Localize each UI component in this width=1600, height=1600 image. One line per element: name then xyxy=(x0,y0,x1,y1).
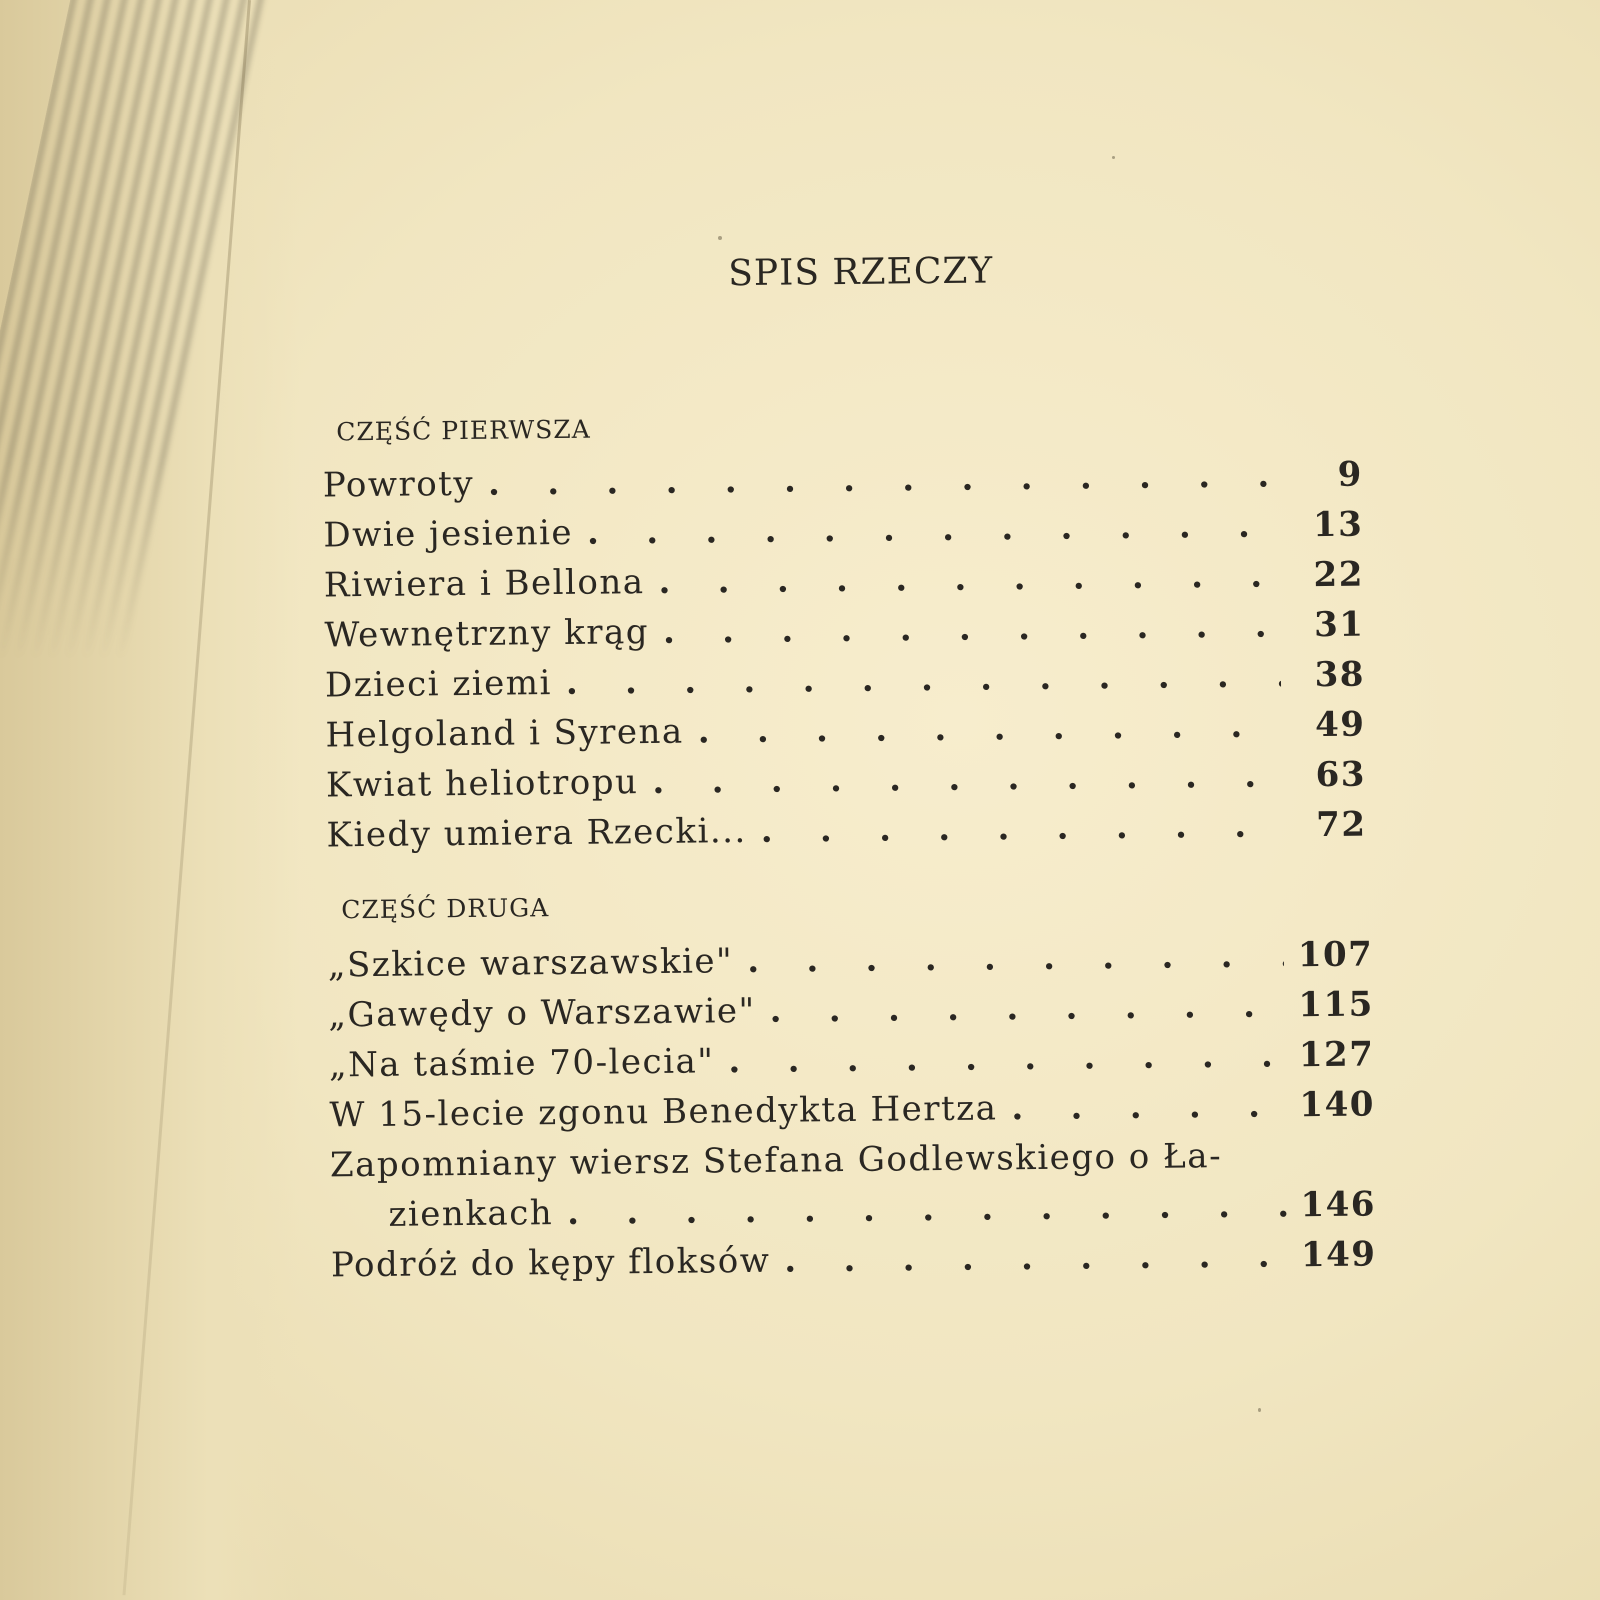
toc-entry-page: 22 xyxy=(1313,554,1365,596)
dot-leader xyxy=(587,505,1280,552)
toc-entry-title: W 15-lecie zgonu Benedykta Hertza xyxy=(329,1088,998,1136)
toc-entry-page: 72 xyxy=(1315,804,1367,846)
part-one-label: CZĘŚĆ PIERWSZA xyxy=(336,414,591,447)
dot-leader xyxy=(784,1235,1287,1280)
dot-leader xyxy=(488,455,1279,503)
dot-leader xyxy=(728,1035,1285,1081)
dot-leader xyxy=(663,605,1281,651)
toc-entry-title: Dzieci ziemi xyxy=(324,663,553,706)
facing-page-blurred xyxy=(0,0,354,680)
page-title: SPIS RZECZY xyxy=(728,250,994,295)
toc-entry-title: „Na taśmie 70-lecia" xyxy=(328,1041,715,1086)
toc-entry-page: 9 xyxy=(1337,454,1364,495)
toc-entry xyxy=(326,805,1366,866)
toc-entry-page: 49 xyxy=(1314,704,1366,746)
dot-leader xyxy=(652,755,1282,802)
toc-entry-page: 107 xyxy=(1297,934,1374,976)
toc-entry-title-line1: Zapomniany wiersz Stefana Godlewskiego o Ła- xyxy=(329,1136,1223,1186)
toc-entry-title: Podróż do kępy floksów xyxy=(330,1240,771,1286)
dot-leader xyxy=(747,935,1284,981)
toc-entry-title-line2: zienkach xyxy=(388,1193,554,1235)
dot-leader xyxy=(567,1185,1287,1233)
toc-entry-title: „Szkice warszawskie" xyxy=(327,941,734,986)
toc-entry-title: Kwiat heliotropu xyxy=(325,762,639,806)
toc-entry-title: Helgoland i Syrena xyxy=(325,711,684,756)
part-two-label: CZĘŚĆ DRUGA xyxy=(341,893,550,925)
toc-entry-page: 63 xyxy=(1315,754,1367,796)
toc-entry xyxy=(330,1234,1377,1296)
dot-leader xyxy=(769,985,1284,1030)
toc-entry-page: 115 xyxy=(1298,984,1375,1026)
toc-entry-title: Powroty xyxy=(322,463,475,506)
dot-leader xyxy=(566,655,1281,702)
toc-entry-page: 140 xyxy=(1299,1084,1376,1126)
toc-entry-page: 31 xyxy=(1313,604,1365,646)
toc-entry-page: 146 xyxy=(1300,1184,1377,1226)
toc-entry-title: Dwie jesienie xyxy=(323,512,574,556)
toc-entry-page: 13 xyxy=(1312,504,1364,546)
dot-leader xyxy=(761,805,1283,850)
toc-entry-title: „Gawędy o Warszawie" xyxy=(328,990,756,1036)
toc-entry-page: 38 xyxy=(1314,654,1366,696)
dot-leader xyxy=(1011,1085,1285,1128)
table-of-contents xyxy=(318,0,1385,1600)
dot-leader xyxy=(697,705,1281,751)
toc-entry-title: Wewnętrzny krąg xyxy=(324,612,650,656)
toc-entry-title: Riwiera i Bellona xyxy=(323,562,645,606)
toc-entry-page: 127 xyxy=(1298,1034,1375,1076)
dot-leader xyxy=(658,555,1280,602)
toc-entry-page: 149 xyxy=(1300,1234,1377,1276)
toc-entry-title: Kiedy umiera Rzecki... xyxy=(326,811,747,856)
